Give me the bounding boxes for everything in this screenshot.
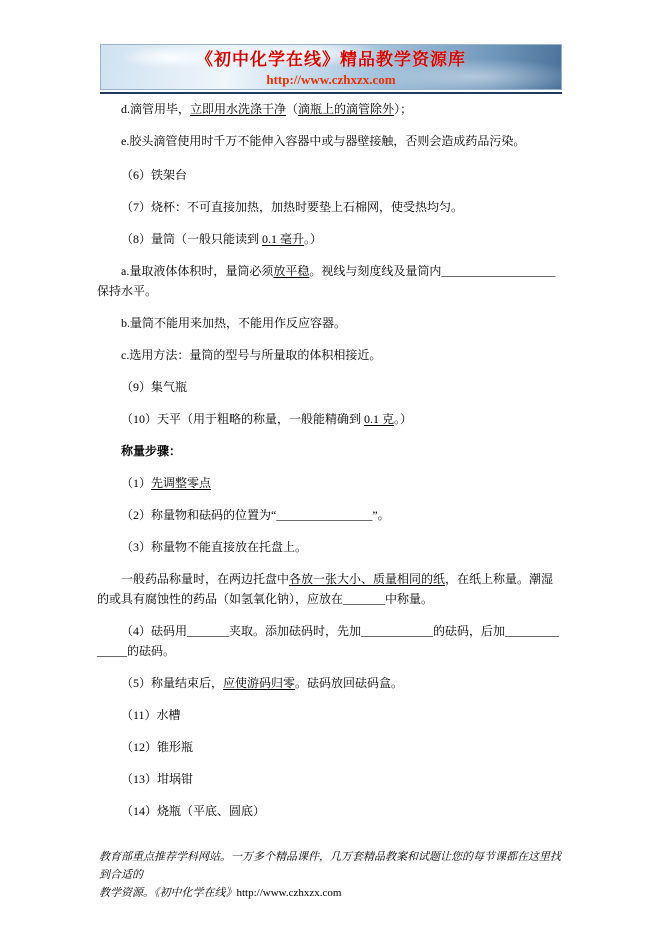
- paragraph: [97, 197, 565, 217]
- text-segment: 一般药品称量时，在两边托盘中: [121, 572, 290, 586]
- text-segment: （9）集气瓶: [121, 380, 188, 394]
- underlined-text: 各放一张大小、质量相同的纸: [289, 572, 446, 586]
- banner-title: 《初中化学在线》精品教学资源库: [196, 50, 466, 69]
- site-banner: [100, 44, 562, 90]
- text-segment: （10）天平（用于粗略的称量，一般能精确到: [121, 412, 365, 426]
- text-segment: d.滴管用毕，: [121, 102, 191, 116]
- paragraph: [97, 801, 565, 821]
- paragraph: [97, 769, 565, 789]
- text-segment: _______: [343, 592, 386, 606]
- banner-url-link[interactable]: http://www.czhxzx.com: [266, 72, 396, 87]
- text-segment: 。砝码放回砝码盒。: [295, 676, 404, 690]
- underlined-text: 应使游码归零: [223, 676, 296, 690]
- footer-url-link[interactable]: http://www.czhxzx.com: [236, 887, 342, 899]
- text-segment: 。视线与刻度线及量筒内: [309, 264, 442, 278]
- underlined-text: 滴瓶上的滴管除外: [298, 102, 395, 116]
- paragraph: [97, 441, 565, 461]
- text-segment: （4）砝码用: [121, 624, 188, 638]
- paragraph: [97, 673, 565, 693]
- paragraph: [97, 737, 565, 757]
- text-segment: （11）水槽: [121, 708, 181, 722]
- underlined-text: 先调整零点: [151, 476, 212, 490]
- paragraph: [97, 473, 565, 493]
- text-segment: 的砝码。: [127, 644, 176, 658]
- text-segment: a.量取液体体积时，量筒必须: [121, 264, 274, 278]
- text-segment: 。）: [394, 412, 413, 426]
- text-segment: ______________: [97, 624, 560, 658]
- text-segment: （13）坩埚钳: [121, 772, 194, 786]
- paragraph: [97, 621, 565, 661]
- paragraph: [97, 229, 565, 249]
- text-segment: （14）烧瓶（平底、圆底）: [121, 804, 266, 818]
- paragraph: [97, 99, 565, 119]
- paragraph: [97, 409, 565, 429]
- underlined-text: 0.1 克: [364, 412, 395, 426]
- text-segment: 保持水平。: [97, 284, 158, 298]
- paragraph: [97, 131, 565, 151]
- paragraph: [97, 569, 565, 609]
- text-segment: （5）称量结束后，: [121, 676, 224, 690]
- text-segment: 的砝码，后加: [433, 624, 506, 638]
- text-segment: （1）: [121, 476, 152, 490]
- underlined-text: 0.1 毫升: [262, 232, 305, 246]
- text-segment: _______: [187, 624, 230, 638]
- footer-line-2: [99, 884, 569, 902]
- paragraph: [97, 261, 565, 301]
- underlined-text: 放平稳: [273, 264, 310, 278]
- text-segment: ）；: [394, 102, 413, 116]
- text-segment: ____________: [361, 624, 434, 638]
- text-segment: c.选用方法：量筒的型号与所量取的体积相接近。: [121, 348, 382, 362]
- text-segment: 称量步骤：: [121, 444, 182, 458]
- text-segment: b.量筒不能用来加热，不能用作反应容器。: [121, 316, 347, 330]
- paragraph: [97, 165, 565, 185]
- text-segment: （: [286, 102, 299, 116]
- text-segment: （8）量筒（一般只能读到: [121, 232, 263, 246]
- paragraph: [97, 705, 565, 725]
- paragraph: [97, 537, 565, 557]
- paragraph: [97, 505, 565, 525]
- text-segment: 夹取。添加砝码时，先加: [229, 624, 362, 638]
- text-segment: ___________________: [441, 264, 556, 278]
- text-segment: 中称量。: [385, 592, 434, 606]
- paragraph: [97, 313, 565, 333]
- paragraph: [97, 377, 565, 397]
- text-segment: （3）称量物不能直接放在托盘上。: [121, 540, 308, 554]
- paragraph: [97, 345, 565, 365]
- text-segment: ，在纸上称量。潮湿的或具有腐蚀性的药品（如氢氧化钠），应放在: [97, 572, 554, 606]
- text-segment: （12）锥形瓶: [121, 740, 194, 754]
- text-segment: e.胶头滴管使用时千万不能伸入容器中或与器壁接触，否则会造成药品污染。: [121, 134, 526, 148]
- banner-divider: [100, 92, 562, 94]
- text-segment: （6）铁架台: [121, 168, 188, 182]
- document-body: [97, 99, 565, 833]
- text-segment: （7）烧杯：不可直接加热，加热时要垫上石棉网，使受热均匀。: [121, 200, 464, 214]
- text-segment: （2）称量物和砝码的位置为“________________”。: [121, 508, 390, 522]
- footer-line-2-text: 教学资源。《初中化学在线》: [99, 887, 237, 899]
- text-segment: 。）: [304, 232, 323, 246]
- footer-line-1: 教育部重点推荐学科网站。一万多个精品课件，几万套精品教案和试题让您的每节课都在这里找到合适的: [99, 851, 561, 881]
- page-footer: [99, 848, 569, 902]
- underlined-text: 立即用水洗涤干净: [190, 102, 287, 116]
